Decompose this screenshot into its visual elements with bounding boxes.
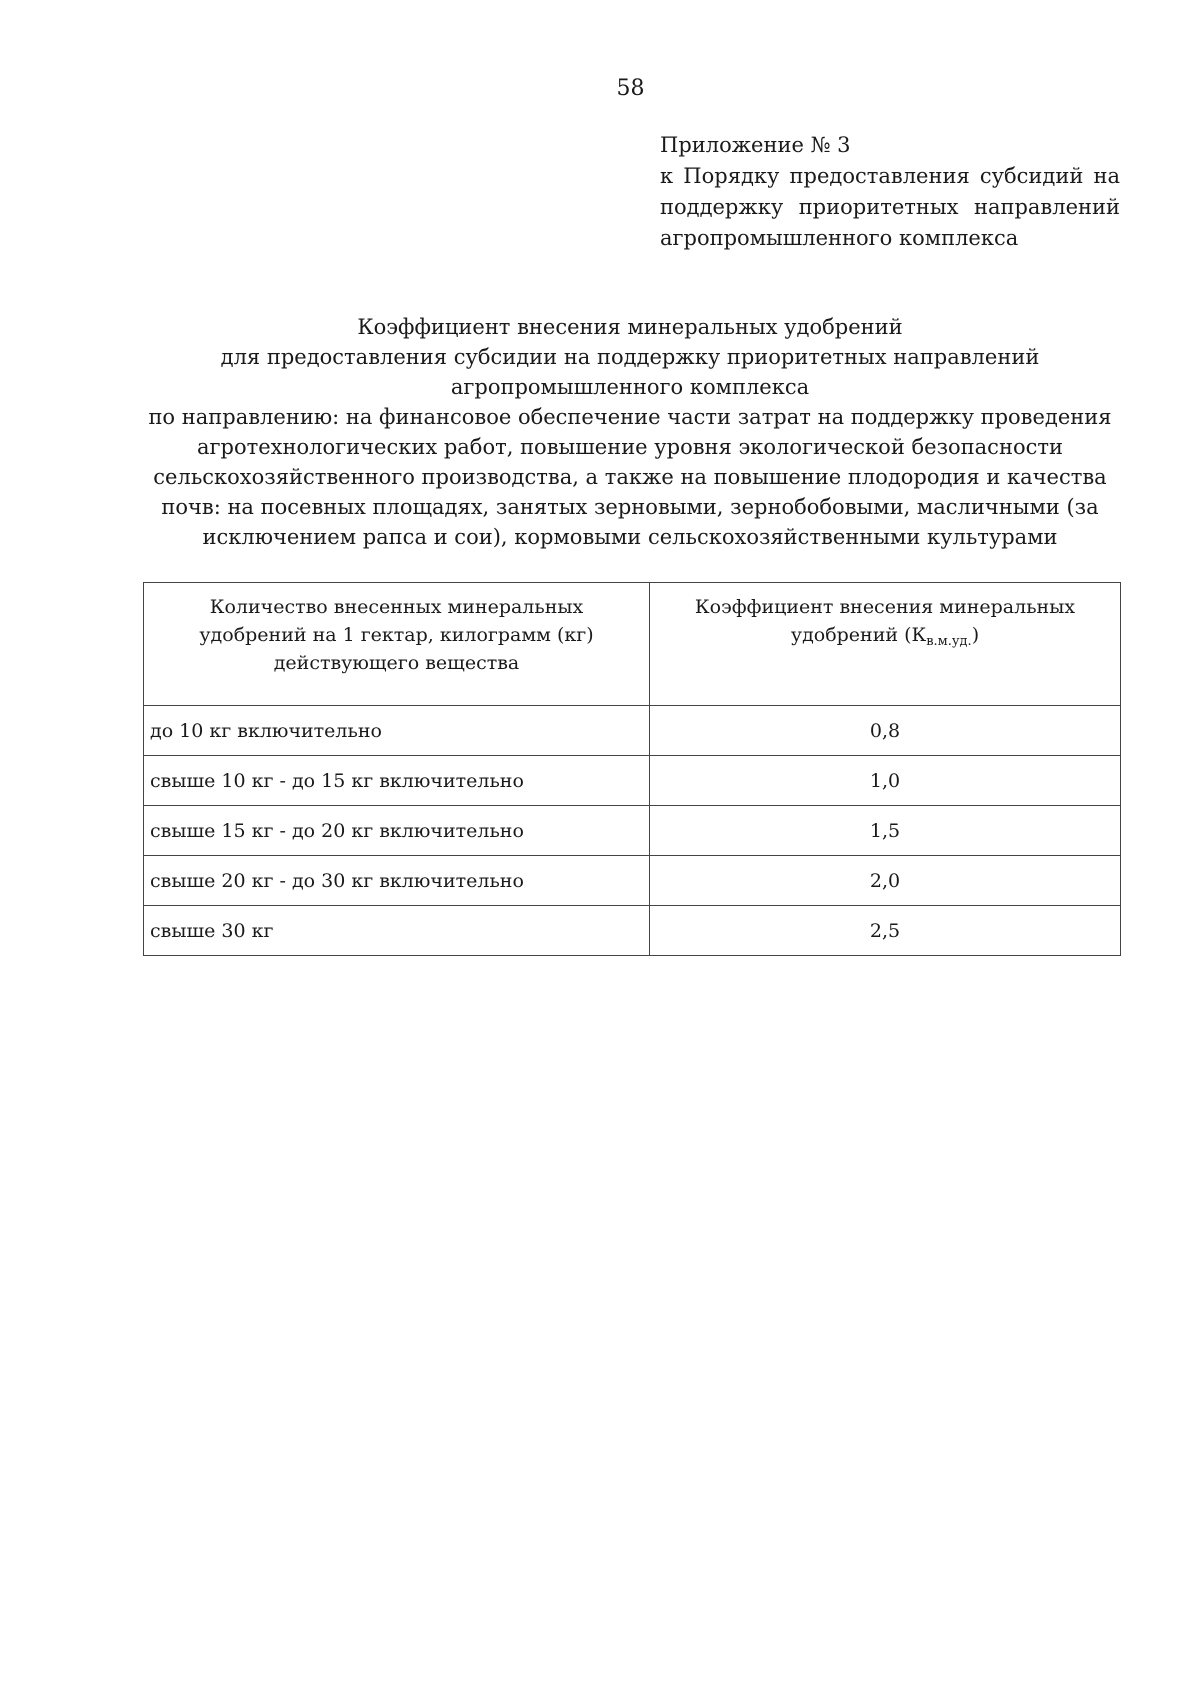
table-row	[144, 806, 1121, 856]
appendix-line: к Порядку предоставления субсидий на	[660, 164, 1120, 188]
title-line: исключением рапса и сои), кормовыми сельскохозяйственными культурами	[202, 525, 1058, 549]
document-title	[120, 312, 1140, 552]
title-line: агротехнологических работ, повышение уровня экологической безопасности	[197, 435, 1063, 459]
title-line: почв: на посевных площадях, занятых зерновыми, зернобобовыми, масличными (за	[161, 495, 1099, 519]
amount-cell: свыше 20 кг - до 30 кг включительно	[144, 856, 650, 906]
appendix-block	[660, 130, 1120, 254]
coefficient-cell: 2,0	[650, 856, 1121, 906]
header-coefficient-text: Коэффициент внесения минеральных удобрений (К	[694, 596, 1076, 646]
header-coefficient	[650, 583, 1121, 706]
coefficient-cell: 1,5	[650, 806, 1121, 856]
header-coefficient-suffix: )	[971, 624, 980, 646]
table-row	[144, 706, 1121, 756]
page-number: 58	[616, 76, 645, 101]
title-line: Коэффициент внесения минеральных удобрений	[357, 315, 903, 339]
appendix-line: поддержку приоритетных направлений	[660, 195, 1120, 219]
coefficient-cell: 1,0	[650, 756, 1121, 806]
appendix-line: агропромышленного комплекса	[660, 226, 1019, 250]
amount-cell: свыше 30 кг	[144, 906, 650, 956]
coefficient-table	[143, 582, 1121, 956]
table-header-row	[144, 583, 1121, 706]
title-line: по направлению: на финансовое обеспечение части затрат на поддержку проведения	[148, 405, 1112, 429]
amount-cell: до 10 кг включительно	[144, 706, 650, 756]
header-coefficient-subscript: в.м.уд.	[926, 634, 972, 649]
coefficient-cell: 0,8	[650, 706, 1121, 756]
appendix-title: Приложение № 3	[660, 133, 851, 157]
amount-cell: свыше 15 кг - до 20 кг включительно	[144, 806, 650, 856]
title-line: сельскохозяйственного производства, а также на повышение плодородия и качества	[153, 465, 1107, 489]
title-line: агропромышленного комплекса	[450, 375, 810, 399]
title-line: для предоставления субсидии на поддержку приоритетных направлений	[220, 345, 1040, 369]
table-row	[144, 906, 1121, 956]
table-row	[144, 856, 1121, 906]
header-amount: Количество внесенных минеральных удобрений на 1 гектар, килограмм (кг) действующего вещества	[144, 583, 650, 706]
table-row	[144, 756, 1121, 806]
coefficient-cell: 2,5	[650, 906, 1121, 956]
amount-cell: свыше 10 кг - до 15 кг включительно	[144, 756, 650, 806]
